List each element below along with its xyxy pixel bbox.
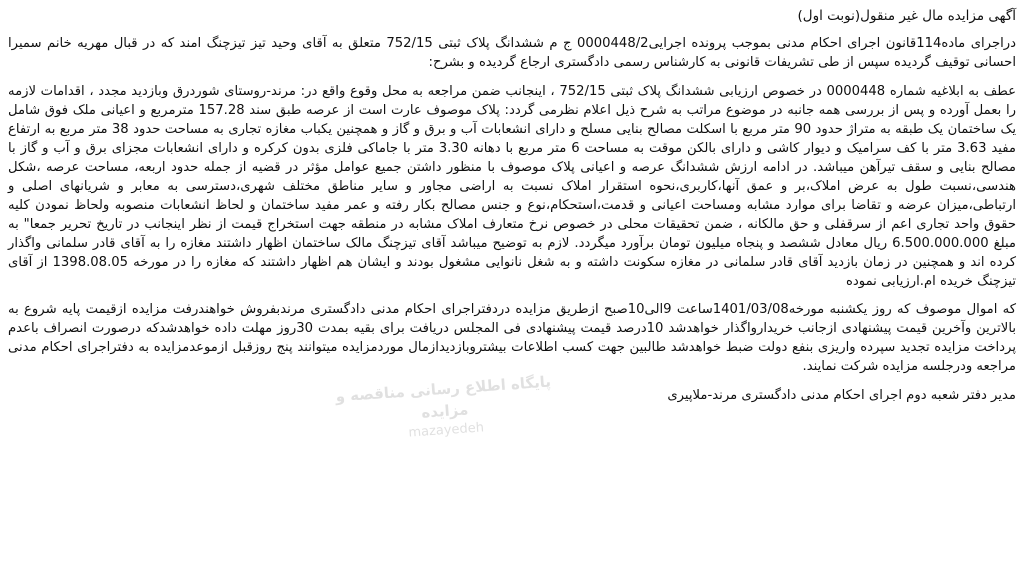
watermark-line-2: mazayedeh bbox=[407, 420, 485, 441]
appraisal-paragraph: عطف به ابلاغیه شماره 0000448 در خصوص ارزیابی ششدانگ پلاک ثبتی 752/15 ، اینجانب ضمن مراجعه به محل وقوع واقع در: مرند-روستای شوردرق وبازدید مجدد ، اقدامات لازمه را بعمل آورده و پس از بررسی همه جانبه در موضوع مراتب به شرح ذیل اعلام نظرمی گردد: پلاک موصوف عارت است از عرصه طبق سند 157.28 مترمربع و اعیانی ملک فوق شامل یک ساختمان یک طبقه به متراژ حدود 90 متر مربع با اسکلت مصالح بنایی مسلح و دارای انشعابات آب و برق و گاز و همچنین یکباب مغازه تجاری به مساحت حدود 38 متر مربع به ارتفاع مفید 3.63 متر با کف سرامیک و دیوار کاشی و دارای بالکن موقت به مساحت 6 متر مربع با دهانه 3.30 متر با جاماکی فلزی بدون کرکره و دارای انشعابات مجزای برق و آب و گاز با مصالح بنایی و سقف تیرآهن میباشد. در ادامه ارزش ششدانگ عرصه و اعیانی پلاک موصوف با منظور داشتن جمیع عوامل مؤثر در قضیه از جمله حدود اربعه، مساحت عرصه ،شکل هندسی،نسبت طول به عرض املاک،بر و عمق آنها،کاربری،نحوه استقرار املاک نسبت به اراضی مجاور و سایر مناطق مختلف شهری،دسترسی به معابر و شریانهای اصلی و ارتباطی،میزان عرضه و تقاضا برای موارد مشابه ومساحت اعیانی و قدمت،استحکام،نوع و جنس مصالح بکار رفته و عمر مفید ساختمان و لحاظ انشعابات منصوبه ولحاظ نمودن کلیه حقوق واحد تجاری اعم از سرقفلی و حق مالکانه ، ضمن تحقیقات محلی در خصوص نرخ متعارف املاک مشابه در منطقه جهت استخراج قیمت از نظر اینجانب در تاریخ تحریر جمعا" به مبلغ 6.500.000.000 ریال معادل ششصد و پنجاه میلیون تومان برآورد میگردد. لازم به توضیح میباشد آقای تیزچنگ مالک ساختمان اظهار داشتند مغازه را به آقای قادر سلمانی واگذار کرده اند و همچنین در زمان بازدید آقای قادر سلمانی در مغازه سکونت داشته و به شغل نانوایی مشغول بودند و ایشان هم اظهار داشتند که مغازه را در مورخه 1398.08.05 از آقای تیزچنگ خریده ام.ارزیابی نموده bbox=[8, 84, 1016, 289]
auction-terms-paragraph: که اموال موصوف که روز یکشنبه مورخه1401/03/08ساعت 9الی10صبح ازطریق مزایده دردفتراجرای احکام مدنی دادگستری مرندبفروش خواهندرفت مزایده ازقیمت پایه شروع به بالاترین وآخرین قیمت پیشنهادی ازجانب خریدارواگذار خواهدشد 10درصد قیمت پیشنهادی فی المجلس دریافت برای بقیه بمدت 30روز مهلت داده خواهدشدکه درصورت انصراف باعدم پرداخت مزایده تجدید سپرده واریزی بنفع دولت ضبط خواهدشد طالبین جهت کسب اطلاعات بیشتروبازدیدازمال موردمزایده میتوانند پنج روزقبل ازموعدمزایده به دفتراجرای احکام مدنی مراجعه ودرجلسه مزایده شرکت نمایند. bbox=[8, 302, 1017, 374]
intro-paragraph: دراجرای ماده114قانون اجرای احکام مدنی بموجب پرونده اجرایی0000448/2 ج م ششدانگ پلاک ثبتی 752/15 متعلق به آقای وحید تیز تیزچنگ امند که در قبال مهریه خانم سمیرا احسانی توقیف گردیده سپس از طی تشریفات قانونی به کارشناس رسمی دادگستری ارجاع گردیده و بشرح: bbox=[8, 36, 1017, 70]
auction-notice bbox=[8, 6, 1016, 582]
notice-title: آگهی مزایده مال غیر منقول(نوبت اول) bbox=[797, 8, 1016, 24]
signature-line: مدیر دفتر شعبه دوم اجرای احکام مدنی دادگستری مرند-ملاپیری bbox=[667, 388, 1016, 403]
watermark-line-1: پایگاه اطلاع رسانی مناقصه و مزایده bbox=[335, 372, 552, 422]
